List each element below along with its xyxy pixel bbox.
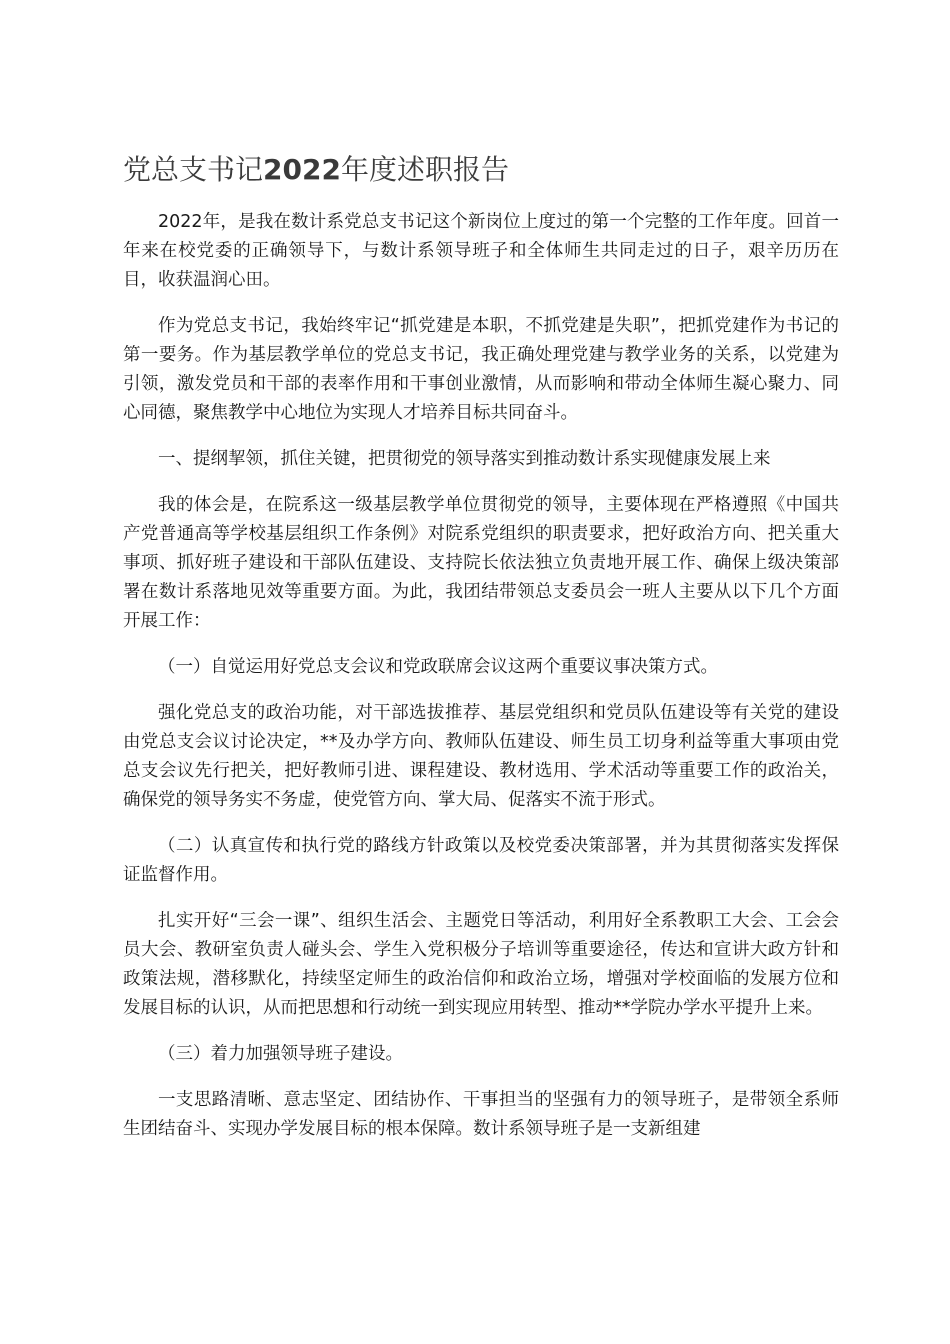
title-prefix: 党总支书记	[123, 153, 264, 186]
title-suffix: 年度述职报告	[340, 153, 509, 186]
section-heading-1: 一、提纲挈领，抓住关键，把贯彻党的领导落实到推动数计系实现健康发展上来	[158, 449, 771, 469]
title-year: 2022	[263, 153, 341, 186]
paragraph-party-building: 作为党总支书记，我始终牢记“抓党建是本职，不抓党建是失职”，把抓党建作为书记的第一要务。作为基层教学单位的党总支书记，我正确处理党建与教学业务的关系，以党建为引领，激发党员和干部的表率作用和干事创业激情，从而影响和带动全体师生凝心聚力、同心同德，聚焦教学中心地位为实现人才培养目标共同奋斗。	[123, 316, 839, 423]
subsection-heading-1: （一）自觉运用好党总支会议和党政联席会议这两个重要议事决策方式。	[158, 657, 718, 677]
document-body	[123, 208, 839, 1161]
paragraph-three-meetings: 扎实开好“三会一课”、组织生活会、主题党日等活动，利用好全系教职工大会、工会会员大会、教研室负责人碰头会、学生入党积极分子培训等重要途径，传达和宣讲大政方针和政策法规，潜移默化，持续坚定师生的政治信仰和政治立场，增强对学校面临的发展方位和发展目标的认识，从而把思想和行动统一到实现应用转型、推动**学院办学水平提升上来。	[123, 911, 839, 1018]
paragraph-leadership-team: 一支思路清晰、意志坚定、团结协作、干事担当的坚强有力的领导班子，是带领全系师生团结奋斗、实现办学发展目标的根本保障。数计系领导班子是一支新组建	[123, 1090, 839, 1139]
document-title	[123, 150, 509, 190]
subsection-heading-2: （二）认真宣传和执行党的路线方针政策以及校党委决策部署，并为其贯彻落实发挥保证监督作用。	[123, 836, 839, 885]
paragraph-intro: 2022年，是我在数计系党总支书记这个新岗位上度过的第一个完整的工作年度。回首一年来在校党委的正确领导下，与数计系领导班子和全体师生共同走过的日子，艰辛历历在目，收获温润心田。	[123, 212, 839, 290]
paragraph-experience: 我的体会是，在院系这一级基层教学单位贯彻党的领导，主要体现在严格遵照《中国共产党普通高等学校基层组织工作条例》对院系党组织的职责要求，把好政治方向、把关重大事项、抓好班子建设和干部队伍建设、支持院长依法独立负责地开展工作、确保上级决策部署在数计系落地见效等重要方面。为此，我团结带领总支委员会一班人主要从以下几个方面开展工作：	[123, 495, 839, 631]
subsection-heading-3: （三）着力加强领导班子建设。	[158, 1044, 403, 1064]
paragraph-political-function: 强化党总支的政治功能，对干部选拔推荐、基层党组织和党员队伍建设等有关党的建设由党总支会议讨论决定，**及办学方向、教师队伍建设、师生员工切身利益等重大事项由党总支会议先行把关，把好教师引进、课程建设、教材选用、学术活动等重要工作的政治关，确保党的领导务实不务虚，使党管方向、掌大局、促落实不流于形式。	[123, 703, 839, 810]
